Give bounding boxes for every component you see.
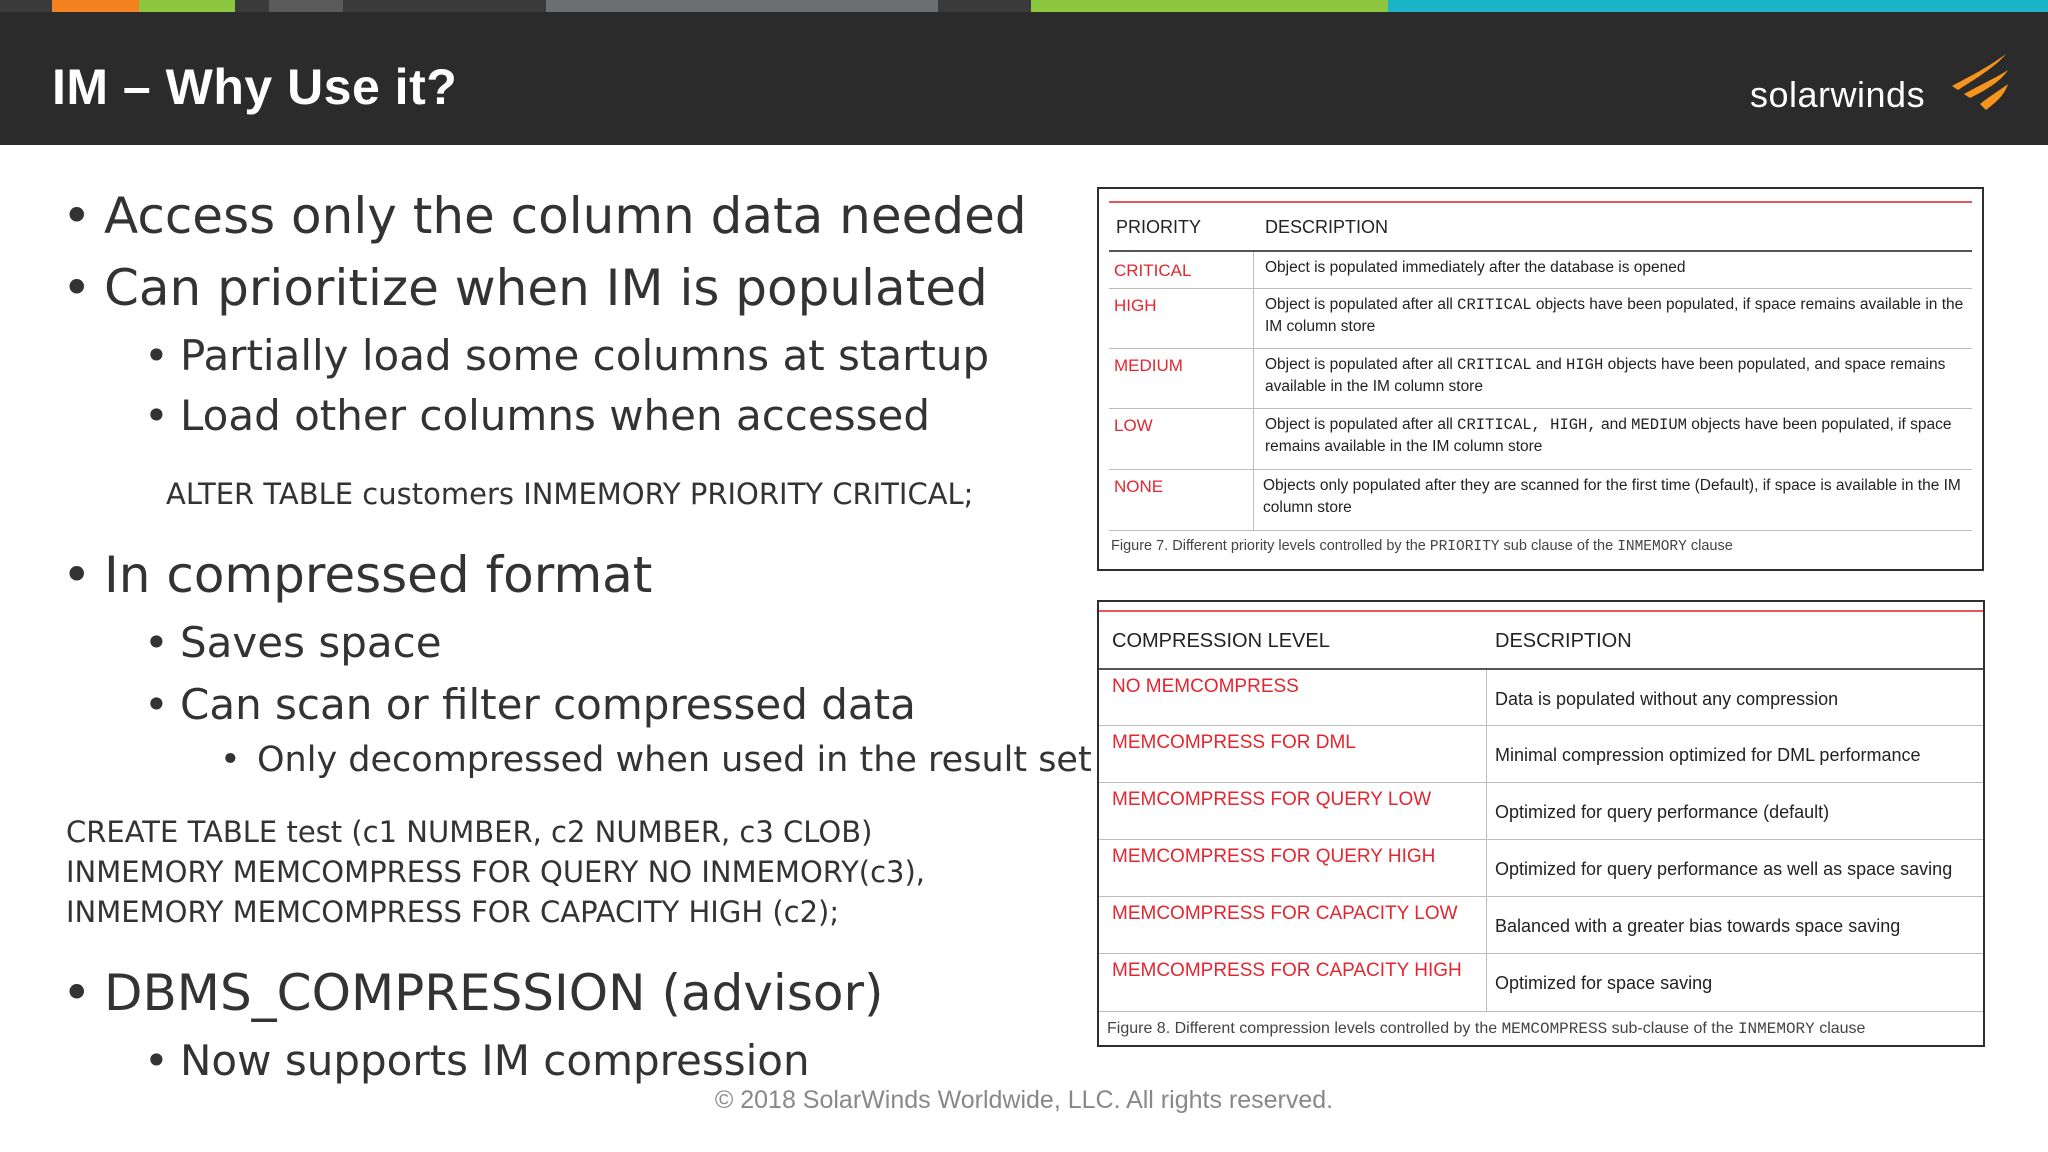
stripe-segment — [0, 0, 52, 12]
caption-text: Figure 7. Different priority levels controlled by the — [1111, 538, 1430, 554]
priority-level: HIGH — [1114, 296, 1157, 315]
code-create-table-line-3: INMEMORY MEMCOMPRESS FOR CAPACITY HIGH (c2); — [66, 895, 840, 929]
stripe-segment — [546, 0, 938, 12]
stripe-segment — [235, 0, 269, 12]
column-divider — [1486, 840, 1487, 897]
code-create-table-line-1: CREATE TABLE test (c1 NUMBER, c2 NUMBER, c3 CLOB) — [66, 815, 873, 849]
table-row — [1099, 839, 1983, 897]
solarwinds-logo — [1750, 52, 2010, 122]
stripe-segment — [269, 0, 343, 12]
desc-text: Object is populated after all — [1265, 356, 1458, 373]
desc-text: Object is populated immediately after the database is opened — [1265, 259, 1686, 276]
priority-level: NONE — [1114, 477, 1164, 496]
priority-description — [1265, 294, 1965, 338]
subbullet-saves-space — [144, 618, 442, 667]
bullet-dbms-compression — [66, 964, 884, 1022]
figure-7-caption — [1111, 538, 1733, 555]
table-row — [1099, 725, 1983, 783]
bullet-text: Load other columns when accessed — [180, 391, 930, 440]
bullet-text: DBMS_COMPRESSION (advisor) — [104, 964, 884, 1022]
priority-description — [1265, 257, 1965, 279]
logo-text: solarwinds — [1750, 74, 1926, 115]
slide-title: IM – Why Use it? — [52, 59, 458, 115]
compression-description: Optimized for query performance (default) — [1495, 802, 1830, 822]
bullet-prioritize — [66, 259, 988, 317]
subbullet-load-accessed — [144, 391, 930, 440]
caption-code: INMEMORY — [1737, 1020, 1815, 1038]
table-top-rule — [1099, 610, 1983, 612]
column-divider — [1486, 726, 1487, 783]
compression-level: MEMCOMPRESS FOR CAPACITY LOW — [1112, 903, 1458, 924]
table-row — [1109, 469, 1972, 531]
table-row — [1109, 348, 1972, 409]
copyright-footer: © 2018 SolarWinds Worldwide, LLC. All rights reserved. — [714, 1086, 1334, 1114]
desc-text: and — [1531, 356, 1567, 373]
priority-level: MEDIUM — [1114, 356, 1183, 375]
bullet-column-data — [66, 187, 1027, 245]
compression-description: Balanced with a greater bias towards space saving — [1495, 916, 1901, 936]
desc-text: objects have been populated, if space remains available in the IM column store — [1265, 296, 1964, 335]
subbullet-supports-im — [144, 1036, 810, 1085]
desc-code: CRITICAL — [1457, 296, 1532, 314]
header-priority: PRIORITY — [1116, 217, 1202, 237]
desc-text: Object is populated after all — [1265, 296, 1458, 313]
code-create-table-line-2: INMEMORY MEMCOMPRESS FOR QUERY NO INMEMORY(c3), — [66, 855, 926, 889]
compression-table — [1097, 600, 1985, 1047]
priority-level: LOW — [1114, 416, 1153, 435]
caption-text: clause — [1814, 1020, 1866, 1037]
stripe-segment — [938, 0, 1031, 12]
bullet-text: Can prioritize when IM is populated — [104, 259, 988, 317]
compression-description: Minimal compression optimized for DML performance — [1495, 745, 1921, 765]
desc-text: Object is populated after all — [1265, 416, 1458, 433]
code-alter-table: ALTER TABLE customers INMEMORY PRIORITY CRITICAL; — [166, 477, 974, 511]
desc-code: MEDIUM — [1631, 416, 1687, 434]
subsubbullet-decompressed — [220, 740, 1092, 780]
bullet-text: Access only the column data needed — [104, 187, 1027, 245]
bullet-text: Only decompressed when used in the result set — [257, 740, 1092, 780]
stripe-segment — [139, 0, 235, 12]
caption-code: INMEMORY — [1617, 539, 1687, 555]
desc-code: CRITICAL — [1457, 356, 1532, 374]
desc-text: Objects only populated after they are scanned for the first time (Default), if space is available in the IM column store — [1263, 477, 1961, 516]
compression-level: MEMCOMPRESS FOR QUERY HIGH — [1112, 846, 1436, 867]
desc-text: objects have been populated, if space remains available in the IM column store — [1265, 416, 1952, 455]
bullet-text: In compressed format — [104, 546, 653, 604]
caption-text: sub clause of the — [1499, 538, 1618, 554]
priority-table — [1097, 187, 1984, 571]
table-row — [1099, 668, 1983, 727]
column-divider — [1253, 349, 1254, 409]
caption-code: MEMCOMPRESS — [1501, 1020, 1608, 1038]
column-divider — [1486, 670, 1487, 727]
table-row — [1109, 408, 1972, 470]
subbullet-partial-load — [144, 331, 989, 380]
compression-description: Optimized for query performance as well as space saving — [1495, 859, 1953, 879]
table-row — [1109, 250, 1972, 290]
table-row — [1099, 896, 1983, 954]
column-divider — [1486, 954, 1487, 1011]
stripe-segment — [52, 0, 139, 12]
caption-text: clause — [1686, 538, 1733, 554]
priority-description — [1265, 354, 1965, 398]
column-divider — [1486, 783, 1487, 840]
stripe-segment — [1031, 0, 1388, 12]
bullet-compressed-format — [66, 546, 652, 604]
column-divider — [1253, 409, 1254, 470]
priority-description — [1265, 414, 1965, 458]
compression-description: Data is populated without any compression — [1495, 689, 1839, 709]
stripe-segment — [343, 0, 546, 12]
header-description: DESCRIPTION — [1495, 630, 1632, 652]
bullet-text: Can scan or filter compressed data — [180, 680, 916, 729]
table-row — [1099, 782, 1983, 840]
slide-header — [0, 12, 2048, 145]
column-divider — [1486, 897, 1487, 954]
column-divider — [1253, 289, 1254, 349]
table-top-rule — [1109, 201, 1972, 203]
table-row — [1099, 953, 1983, 1012]
desc-code: HIGH — [1566, 356, 1604, 374]
stripe-segment — [1388, 0, 2048, 12]
caption-code: PRIORITY — [1429, 539, 1500, 555]
priority-description — [1263, 475, 1973, 519]
bullet-text: Saves space — [180, 618, 442, 667]
bullet-text: Partially load some columns at startup — [180, 331, 990, 380]
priority-level: CRITICAL — [1114, 261, 1192, 280]
compression-level: NO MEMCOMPRESS — [1112, 676, 1299, 697]
table-row — [1109, 288, 1972, 349]
header-compression-level: COMPRESSION LEVEL — [1112, 630, 1330, 652]
subbullet-scan-filter — [144, 680, 916, 729]
compression-level: MEMCOMPRESS FOR DML — [1112, 732, 1356, 753]
caption-text: Figure 8. Different compression levels controlled by the — [1107, 1020, 1502, 1037]
figure-8-caption — [1107, 1020, 1865, 1038]
compression-level: MEMCOMPRESS FOR QUERY LOW — [1112, 789, 1432, 810]
top-color-stripe — [0, 0, 2048, 12]
compression-level: MEMCOMPRESS FOR CAPACITY HIGH — [1112, 960, 1462, 981]
desc-code: CRITICAL, HIGH, — [1457, 416, 1597, 434]
compression-description: Optimized for space saving — [1495, 973, 1713, 993]
header-description: DESCRIPTION — [1265, 217, 1389, 237]
desc-text: objects have been populated, and space remains available in the IM column store — [1265, 356, 1946, 395]
bullet-text: Now supports IM compression — [180, 1036, 810, 1085]
column-divider — [1253, 470, 1254, 530]
column-divider — [1253, 252, 1254, 290]
solarwinds-flame-icon — [1950, 52, 2010, 114]
desc-text: and — [1596, 416, 1632, 433]
caption-text: sub-clause of the — [1607, 1020, 1738, 1037]
